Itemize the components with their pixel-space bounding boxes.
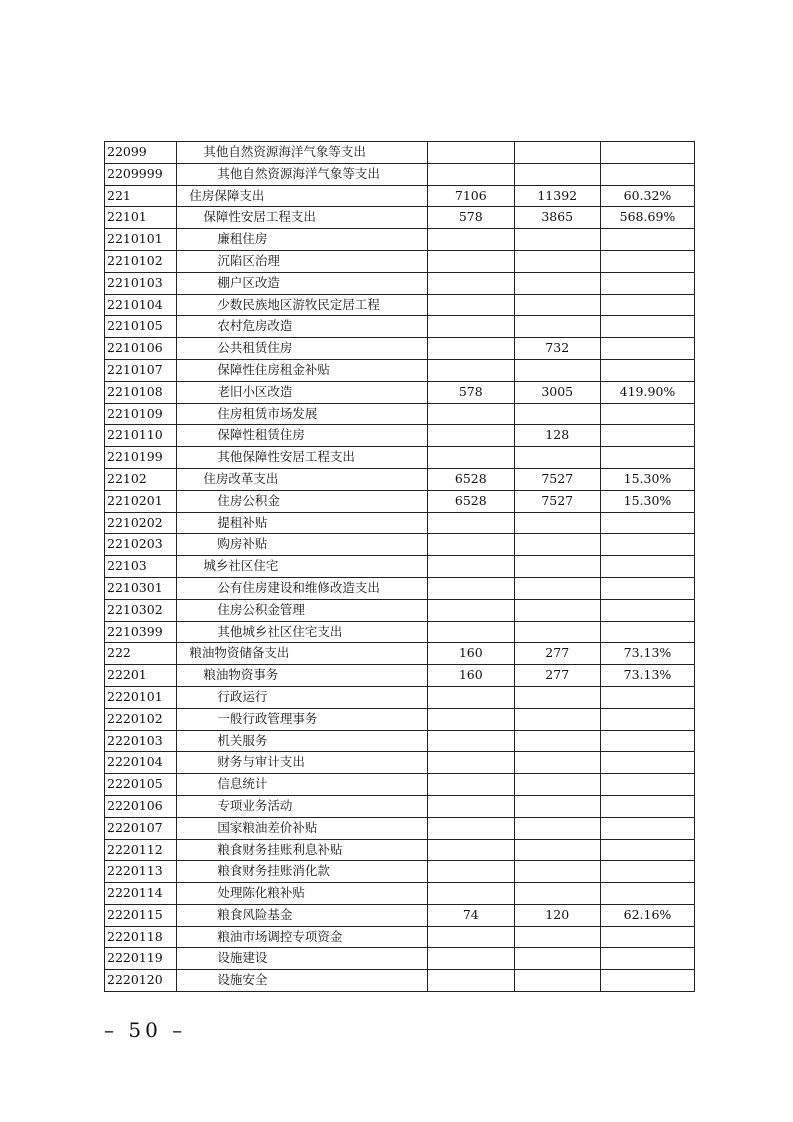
cell-item-name: 少数民族地区游牧民定居工程 (177, 294, 428, 316)
cell-code: 2210107 (105, 359, 177, 381)
cell-percent-change (600, 425, 694, 447)
cell-code: 2220114 (105, 883, 177, 905)
cell-item-name: 购房补贴 (177, 534, 428, 556)
cell-item-name: 住房租赁市场发展 (177, 403, 428, 425)
cell-value-1 (428, 142, 514, 164)
cell-value-1: 160 (428, 643, 514, 665)
cell-percent-change: 419.90% (600, 381, 694, 403)
cell-percent-change: 62.16% (600, 904, 694, 926)
cell-percent-change (600, 316, 694, 338)
cell-code: 2220120 (105, 970, 177, 992)
cell-value-1 (428, 817, 514, 839)
cell-item-name: 农村危房改造 (177, 316, 428, 338)
cell-value-2: 3865 (514, 207, 600, 229)
cell-value-2 (514, 883, 600, 905)
cell-value-2: 277 (514, 665, 600, 687)
cell-code: 2210199 (105, 447, 177, 469)
cell-code: 22201 (105, 665, 177, 687)
cell-item-name: 住房保障支出 (177, 185, 428, 207)
cell-value-1 (428, 970, 514, 992)
cell-item-name: 其他城乡社区住宅支出 (177, 621, 428, 643)
table-row (105, 643, 695, 665)
cell-percent-change (600, 534, 694, 556)
cell-code: 2220101 (105, 686, 177, 708)
cell-value-1 (428, 686, 514, 708)
cell-item-name: 保障性住房租金补贴 (177, 359, 428, 381)
table-row (105, 250, 695, 272)
cell-percent-change (600, 338, 694, 360)
cell-item-name: 处理陈化粮补贴 (177, 883, 428, 905)
cell-percent-change (600, 883, 694, 905)
cell-value-2 (514, 556, 600, 578)
cell-item-name: 住房改革支出 (177, 468, 428, 490)
table-row (105, 163, 695, 185)
cell-code: 2220107 (105, 817, 177, 839)
table-row (105, 316, 695, 338)
cell-item-name: 国家粮油差价补贴 (177, 817, 428, 839)
cell-value-2 (514, 839, 600, 861)
table-row (105, 272, 695, 294)
cell-percent-change: 73.13% (600, 665, 694, 687)
cell-value-1 (428, 599, 514, 621)
cell-code: 2220103 (105, 730, 177, 752)
cell-value-2 (514, 686, 600, 708)
table-row (105, 381, 695, 403)
cell-value-2 (514, 142, 600, 164)
cell-item-name: 粮食财务挂账消化款 (177, 861, 428, 883)
cell-value-1 (428, 316, 514, 338)
cell-code: 221 (105, 185, 177, 207)
cell-value-1: 578 (428, 381, 514, 403)
cell-percent-change: 568.69% (600, 207, 694, 229)
cell-value-1 (428, 556, 514, 578)
table-row (105, 752, 695, 774)
cell-code: 2220102 (105, 708, 177, 730)
cell-percent-change (600, 861, 694, 883)
cell-percent-change (600, 229, 694, 251)
cell-value-1 (428, 752, 514, 774)
cell-code: 2210108 (105, 381, 177, 403)
cell-code: 22102 (105, 468, 177, 490)
cell-code: 2210109 (105, 403, 177, 425)
cell-value-2: 7527 (514, 468, 600, 490)
table-row (105, 185, 695, 207)
table-row (105, 599, 695, 621)
table-row (105, 730, 695, 752)
cell-item-name: 保障性安居工程支出 (177, 207, 428, 229)
cell-percent-change (600, 774, 694, 796)
cell-value-2 (514, 272, 600, 294)
cell-value-2 (514, 447, 600, 469)
cell-item-name: 住房公积金 (177, 490, 428, 512)
cell-value-1 (428, 338, 514, 360)
cell-item-name: 粮油物资储备支出 (177, 643, 428, 665)
cell-value-2: 120 (514, 904, 600, 926)
cell-percent-change (600, 512, 694, 534)
cell-value-2: 3005 (514, 381, 600, 403)
cell-item-name: 棚户区改造 (177, 272, 428, 294)
cell-value-2 (514, 774, 600, 796)
cell-value-2: 7527 (514, 490, 600, 512)
cell-value-2 (514, 752, 600, 774)
table-row (105, 534, 695, 556)
cell-value-2 (514, 795, 600, 817)
cell-value-1: 74 (428, 904, 514, 926)
cell-item-name: 其他自然资源海洋气象等支出 (177, 142, 428, 164)
cell-value-1 (428, 861, 514, 883)
cell-value-1: 160 (428, 665, 514, 687)
cell-value-1 (428, 708, 514, 730)
cell-value-1 (428, 795, 514, 817)
cell-item-name: 行政运行 (177, 686, 428, 708)
cell-value-2: 128 (514, 425, 600, 447)
cell-value-2 (514, 163, 600, 185)
cell-code: 2220105 (105, 774, 177, 796)
table-row (105, 447, 695, 469)
cell-percent-change: 73.13% (600, 643, 694, 665)
table-row (105, 577, 695, 599)
table-row (105, 795, 695, 817)
cell-item-name: 提租补贴 (177, 512, 428, 534)
cell-code: 2220119 (105, 948, 177, 970)
table-row (105, 708, 695, 730)
budget-expenditure-table (104, 141, 695, 992)
cell-value-1 (428, 926, 514, 948)
cell-value-1 (428, 403, 514, 425)
cell-code: 22103 (105, 556, 177, 578)
cell-value-2 (514, 861, 600, 883)
cell-item-name: 专项业务活动 (177, 795, 428, 817)
cell-percent-change (600, 556, 694, 578)
cell-percent-change (600, 294, 694, 316)
table-row (105, 817, 695, 839)
cell-code: 2210201 (105, 490, 177, 512)
cell-value-2 (514, 926, 600, 948)
table-row (105, 861, 695, 883)
cell-value-1 (428, 359, 514, 381)
cell-code: 2210202 (105, 512, 177, 534)
cell-code: 222 (105, 643, 177, 665)
cell-code: 2209999 (105, 163, 177, 185)
cell-percent-change (600, 752, 694, 774)
cell-value-1 (428, 512, 514, 534)
cell-value-2 (514, 316, 600, 338)
cell-item-name: 粮油物资事务 (177, 665, 428, 687)
cell-percent-change (600, 359, 694, 381)
cell-value-1 (428, 447, 514, 469)
cell-code: 2220104 (105, 752, 177, 774)
cell-value-1 (428, 621, 514, 643)
table-row (105, 359, 695, 381)
cell-code: 2210103 (105, 272, 177, 294)
table-row (105, 686, 695, 708)
cell-percent-change (600, 577, 694, 599)
cell-item-name: 廉租住房 (177, 229, 428, 251)
cell-value-1 (428, 534, 514, 556)
cell-code: 2210106 (105, 338, 177, 360)
cell-percent-change (600, 795, 694, 817)
cell-code: 2210301 (105, 577, 177, 599)
cell-percent-change (600, 599, 694, 621)
cell-value-2: 277 (514, 643, 600, 665)
cell-percent-change (600, 272, 694, 294)
cell-code: 2210105 (105, 316, 177, 338)
cell-code: 2210104 (105, 294, 177, 316)
cell-code: 2210399 (105, 621, 177, 643)
cell-code: 2220113 (105, 861, 177, 883)
cell-item-name: 一般行政管理事务 (177, 708, 428, 730)
cell-value-1 (428, 577, 514, 599)
cell-item-name: 机关服务 (177, 730, 428, 752)
cell-item-name: 财务与审计支出 (177, 752, 428, 774)
cell-code: 2210302 (105, 599, 177, 621)
cell-value-1 (428, 294, 514, 316)
table-row (105, 621, 695, 643)
cell-percent-change (600, 142, 694, 164)
cell-percent-change (600, 948, 694, 970)
cell-code: 2210101 (105, 229, 177, 251)
cell-item-name: 公共租赁住房 (177, 338, 428, 360)
cell-value-1 (428, 229, 514, 251)
table-row (105, 556, 695, 578)
table-row (105, 774, 695, 796)
cell-value-2 (514, 229, 600, 251)
cell-value-2 (514, 512, 600, 534)
cell-code: 2220106 (105, 795, 177, 817)
cell-item-name: 粮食风险基金 (177, 904, 428, 926)
table-row (105, 970, 695, 992)
cell-item-name: 其他自然资源海洋气象等支出 (177, 163, 428, 185)
table-row (105, 490, 695, 512)
cell-value-1 (428, 425, 514, 447)
cell-value-2 (514, 403, 600, 425)
cell-value-1: 7106 (428, 185, 514, 207)
cell-value-1 (428, 163, 514, 185)
cell-value-2 (514, 621, 600, 643)
cell-value-2 (514, 948, 600, 970)
cell-value-1 (428, 250, 514, 272)
cell-value-2 (514, 708, 600, 730)
cell-code: 22101 (105, 207, 177, 229)
cell-value-2 (514, 577, 600, 599)
cell-item-name: 住房公积金管理 (177, 599, 428, 621)
cell-code: 2210102 (105, 250, 177, 272)
cell-percent-change (600, 970, 694, 992)
cell-value-1: 578 (428, 207, 514, 229)
cell-item-name: 公有住房建设和维修改造支出 (177, 577, 428, 599)
cell-item-name: 信息统计 (177, 774, 428, 796)
cell-value-2 (514, 970, 600, 992)
cell-percent-change: 15.30% (600, 490, 694, 512)
cell-value-1 (428, 883, 514, 905)
cell-percent-change (600, 817, 694, 839)
table-row (105, 468, 695, 490)
cell-value-1 (428, 948, 514, 970)
cell-percent-change (600, 250, 694, 272)
page-number: – 50 – (104, 1018, 187, 1042)
cell-percent-change (600, 730, 694, 752)
cell-value-1 (428, 774, 514, 796)
table-row (105, 665, 695, 687)
cell-item-name: 保障性租赁住房 (177, 425, 428, 447)
cell-percent-change: 15.30% (600, 468, 694, 490)
cell-percent-change (600, 708, 694, 730)
cell-item-name: 设施安全 (177, 970, 428, 992)
table-row (105, 142, 695, 164)
cell-value-2 (514, 359, 600, 381)
cell-value-2 (514, 730, 600, 752)
cell-item-name: 其他保障性安居工程支出 (177, 447, 428, 469)
table-row (105, 403, 695, 425)
cell-value-1 (428, 272, 514, 294)
cell-code: 2220118 (105, 926, 177, 948)
cell-value-2 (514, 817, 600, 839)
table-row (105, 948, 695, 970)
cell-item-name: 设施建设 (177, 948, 428, 970)
table-row (105, 294, 695, 316)
cell-code: 2210203 (105, 534, 177, 556)
cell-percent-change (600, 403, 694, 425)
cell-code: 2210110 (105, 425, 177, 447)
table-row (105, 839, 695, 861)
cell-value-2 (514, 294, 600, 316)
cell-percent-change (600, 926, 694, 948)
cell-code: 2220115 (105, 904, 177, 926)
cell-value-1 (428, 839, 514, 861)
table-body (105, 142, 695, 992)
table-row (105, 425, 695, 447)
cell-code: 2220112 (105, 839, 177, 861)
cell-value-2 (514, 534, 600, 556)
cell-percent-change (600, 839, 694, 861)
cell-percent-change (600, 447, 694, 469)
table-row (105, 512, 695, 534)
cell-item-name: 老旧小区改造 (177, 381, 428, 403)
cell-value-1 (428, 730, 514, 752)
cell-item-name: 粮食财务挂账利息补贴 (177, 839, 428, 861)
table-row (105, 229, 695, 251)
cell-percent-change (600, 686, 694, 708)
cell-percent-change: 60.32% (600, 185, 694, 207)
cell-code: 22099 (105, 142, 177, 164)
cell-value-2 (514, 250, 600, 272)
cell-value-1: 6528 (428, 490, 514, 512)
cell-value-2: 11392 (514, 185, 600, 207)
cell-item-name: 城乡社区住宅 (177, 556, 428, 578)
table-row (105, 207, 695, 229)
cell-item-name: 沉陷区治理 (177, 250, 428, 272)
cell-percent-change (600, 621, 694, 643)
cell-percent-change (600, 163, 694, 185)
cell-value-2 (514, 599, 600, 621)
table-row (105, 904, 695, 926)
table-row (105, 926, 695, 948)
cell-item-name: 粮油市场调控专项资金 (177, 926, 428, 948)
table-row (105, 338, 695, 360)
table-row (105, 883, 695, 905)
cell-value-1: 6528 (428, 468, 514, 490)
cell-value-2: 732 (514, 338, 600, 360)
